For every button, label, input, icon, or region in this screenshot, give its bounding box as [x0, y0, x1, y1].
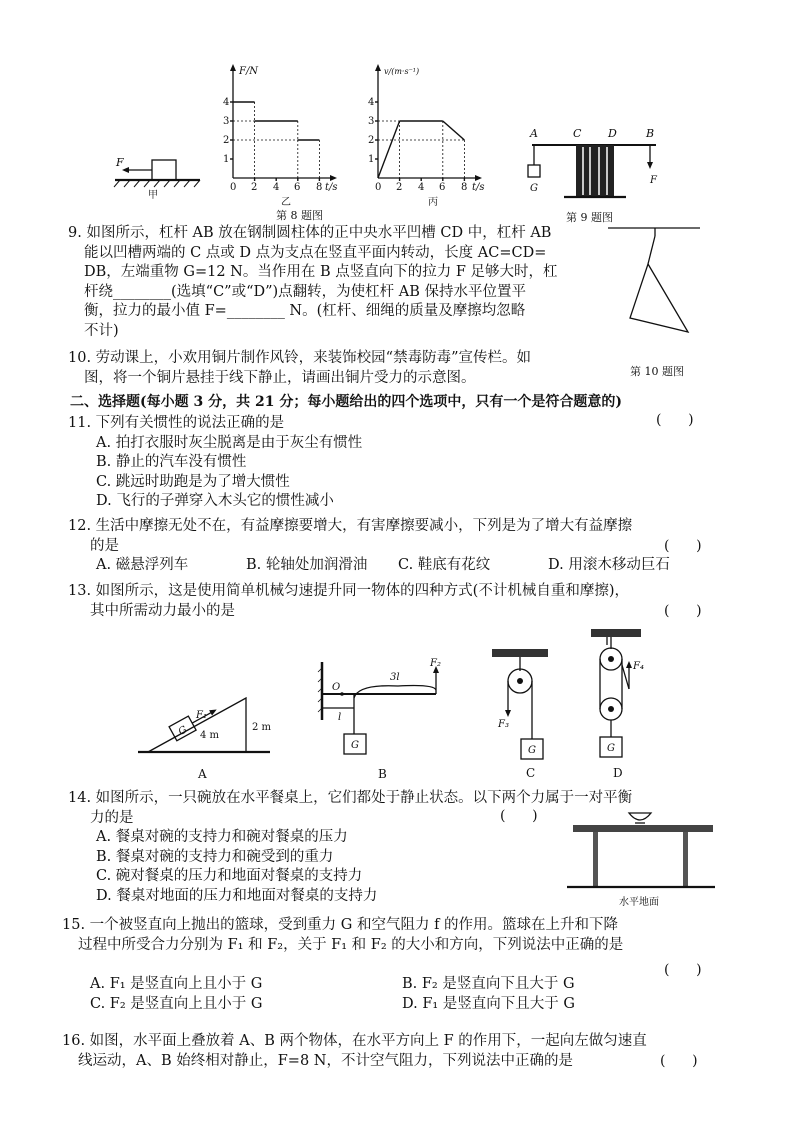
q15-option-d: D. F₁ 是竖直向下且大于 G [402, 995, 576, 1012]
q11-option-c: C. 跳远时助跑是为了增大惯性 [96, 473, 290, 490]
fig13d-label: D [613, 766, 623, 780]
fig8-bing-label: 丙 [428, 197, 438, 208]
q10-line-1: 10. 劳动课上，小欢用铜片制作风铃，来装饰校园“禁毒防毒”宣传栏。如 [68, 350, 531, 366]
question-12 [68, 517, 718, 576]
figure-8-yi-chart [215, 60, 345, 210]
fig13b-force: F₂ [430, 658, 441, 669]
fig13b-weight: G [351, 740, 359, 751]
fig13b-pivot: O [332, 682, 341, 693]
figure-13-a-incline [130, 680, 280, 785]
q14-stem-1: 14. 如图所示，一只碗放在水平餐桌上，它们都处于静止状态。以下两个力属于一对平衡 [68, 790, 633, 806]
q15-answer-paren[interactable]: ( ) [664, 962, 702, 978]
fig13a-length: 4 m [200, 730, 220, 741]
fig8-bing-ytick-1: 1 [368, 154, 375, 165]
fig9-caption: 第 9 题图 [566, 211, 613, 224]
q12-option-d: D. 用滚木移动巨石 [548, 557, 670, 574]
q10-line-2: 图，将一个铜片悬挂于线下静止，请画出铜片受力的示意图。 [84, 369, 476, 386]
fig8-bing-xtick-0: 0 [375, 182, 382, 193]
q13-stem-2: 其中所需动力最小的是 [90, 602, 235, 619]
question-9 [68, 224, 628, 342]
fig8-yi-xlabel: t/s [325, 182, 338, 193]
q9-line-4: 杆绕________(选填“C”或“D”)点翻转，为使杠杆 AB 保持水平位置平 [84, 283, 527, 300]
fig13d-force: F₄ [633, 661, 644, 672]
fig13b-short-arm: l [338, 712, 342, 723]
fig13b-label: B [378, 767, 387, 781]
figure-8-bing-chart [360, 60, 495, 210]
q14-option-d: D. 餐桌对地面的压力和地面对餐桌的支持力 [96, 887, 378, 904]
q14-answer-paren[interactable]: ( ) [500, 808, 538, 824]
question-11 [68, 414, 718, 512]
q15-option-c: C. F₂ 是竖直向上且小于 G [90, 995, 263, 1012]
fig9-force: F [650, 175, 657, 186]
q12-option-a: A. 磁悬浮列车 [96, 557, 189, 574]
fig13a-weight: G [176, 724, 190, 738]
q12-stem-1: 12. 生活中摩擦无处不在，有益摩擦要增大，有害摩擦要减小，下列是为了增大有益摩擦 [68, 518, 633, 534]
fig8-yi-xtick-0: 0 [230, 182, 237, 193]
q14-option-a: A. 餐桌对碗的支持力和碗对餐桌的压力 [96, 829, 348, 846]
figure-13-b-lever [318, 658, 453, 785]
section-2-heading: 二、选择题(每小题 3 分，共 21 分；每小题给出的四个选项中，只有一个是符合题意的) [70, 394, 622, 410]
fig8-bing-xtick-4: 4 [418, 182, 425, 193]
fig8-bing-ytick-2: 2 [368, 135, 375, 146]
figure-13-d-pulley-block [585, 625, 660, 785]
fig8-bing-ylabel: v/(m·s⁻¹) [384, 67, 420, 76]
q16-answer-paren[interactable]: ( ) [660, 1053, 698, 1069]
q16-stem-1: 16. 如图，水平面上叠放着 A、B 两个物体，在水平方向上 F 的作用下，一起向左做匀速直 [62, 1033, 647, 1049]
q15-option-b: B. F₂ 是竖直向下且大于 G [402, 976, 575, 993]
q12-option-c: C. 鞋底有花纹 [398, 557, 491, 574]
q15-stem-2: 过程中所受合力分别为 F₁ 和 F₂，关于 F₁ 和 F₂ 的大小和方向，下列说法中正确的是 [78, 936, 624, 953]
q15-option-a: A. F₁ 是竖直向上且小于 G [90, 976, 263, 993]
fig8-yi-ytick-4: 4 [223, 97, 230, 108]
fig10-caption: 第 10 题图 [630, 365, 684, 378]
question-13 [68, 582, 718, 621]
q11-option-a: A. 拍打衣服时灰尘脱离是由于灰尘有惯性 [96, 434, 363, 451]
fig13a-height: 2 m [252, 722, 272, 733]
fig8-jia-force: F [116, 156, 124, 169]
q13-stem-1: 13. 如图所示，这是使用简单机械匀速提升同一物体的四种方式(不计机械自重和摩擦)， [68, 583, 629, 599]
q13-answer-paren[interactable]: ( ) [664, 603, 702, 619]
figure-13-c-fixed-pulley [488, 645, 558, 785]
q15-stem-1: 15. 一个被竖直向上抛出的篮球，受到重力 G 和空气阻力 f 的作用。篮球在上升和下降 [62, 917, 619, 933]
q12-option-b: B. 轮轴处加润滑油 [246, 557, 368, 574]
fig9-label-B: B [646, 127, 655, 140]
fig9-label-C: C [573, 127, 582, 140]
fig13b-long-arm: 3l [390, 672, 400, 683]
q9-line-3: DB，左端重物 G=12 N。当作用在 B 点竖直向下的拉力 F 足够大时，杠 [84, 264, 558, 281]
question-15 [62, 916, 732, 1014]
fig13a-label: A [198, 767, 207, 781]
fig13c-label: C [526, 766, 536, 780]
fig13d-weight: G [607, 743, 615, 754]
fig8-bing-xtick-6: 6 [439, 182, 446, 193]
fig8-bing-xtick-8: 8 [461, 182, 468, 193]
fig14-ground-label: 水平地面 [619, 897, 659, 908]
fig8-yi-xtick-4: 4 [273, 182, 280, 193]
q11-option-b: B. 静止的汽车没有惯性 [96, 454, 247, 471]
q11-stem: 11. 下列有关惯性的说法正确的是 [68, 415, 285, 431]
fig13a-force: F₁ [196, 710, 207, 721]
q16-stem-2: 线运动，A、B 始终相对静止，F=8 N，不计空气阻力，下列说法中正确的是 [78, 1052, 573, 1069]
fig9-weight: G [530, 183, 538, 194]
figure-8-jia [110, 150, 210, 200]
fig8-yi-xtick-2: 2 [251, 182, 258, 193]
q14-option-c: C. 碗对餐桌的压力和地面对餐桌的支持力 [96, 868, 363, 885]
q14-option-b: B. 餐桌对碗的支持力和碗受到的重力 [96, 848, 334, 865]
fig8-yi-label: 乙 [281, 197, 291, 208]
fig8-yi-xtick-8: 8 [316, 182, 323, 193]
fig8-bing-xtick-2: 2 [396, 182, 403, 193]
q9-line-1: 9. 如图所示，杠杆 AB 放在钢制圆柱体的正中央水平凹槽 CD 中，杠杆 AB [68, 225, 552, 241]
fig8-yi-ytick-3: 3 [223, 116, 230, 127]
q9-line-5: 衡，拉力的最小值 F=________ N。(杠杆、细绳的质量及摩擦均忽略 [84, 303, 526, 320]
fig9-label-A: A [530, 127, 538, 140]
question-16 [62, 1032, 732, 1071]
fig8-bing-xlabel: t/s [472, 182, 485, 193]
fig8-caption: 第 8 题图 [276, 209, 323, 222]
q12-stem-2: 的是 [90, 537, 119, 554]
q11-answer-paren[interactable]: ( ) [656, 412, 694, 428]
q14-stem-2: 力的是 [90, 809, 134, 826]
q11-option-d: D. 飞行的子弹穿入木头它的惯性减小 [96, 493, 334, 510]
figure-14-table-bowl [565, 805, 720, 910]
q9-line-6: 不计) [84, 322, 119, 339]
fig8-jia-label: 甲 [148, 190, 158, 201]
question-10 [68, 349, 628, 388]
fig13c-weight: G [528, 745, 536, 756]
fig8-bing-ytick-4: 4 [368, 97, 375, 108]
fig8-yi-ytick-1: 1 [223, 154, 230, 165]
fig13c-force: F₃ [498, 719, 509, 730]
fig8-yi-xtick-6: 6 [294, 182, 301, 193]
fig8-yi-ytick-2: 2 [223, 135, 230, 146]
q9-line-2: 能以凹槽两端的 C 点或 D 点为支点在竖直平面内转动，长度 AC=CD= [84, 244, 547, 261]
fig8-yi-ylabel: F/N [239, 66, 259, 77]
fig8-bing-ytick-3: 3 [368, 116, 375, 127]
q12-answer-paren[interactable]: ( ) [664, 538, 702, 554]
fig9-label-D: D [608, 127, 617, 140]
